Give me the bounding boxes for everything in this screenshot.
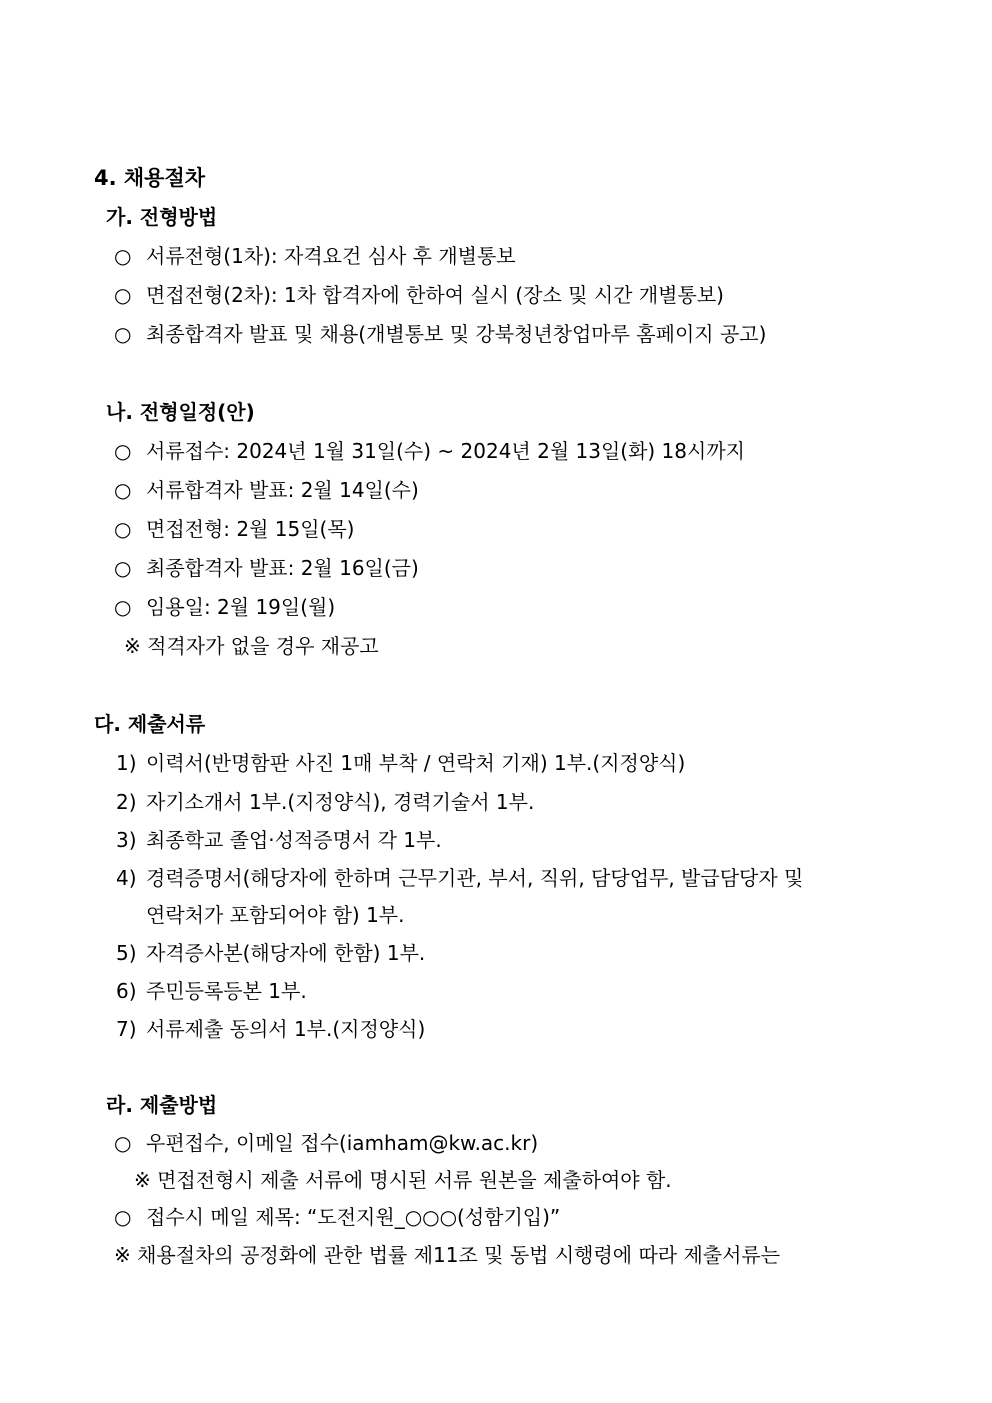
list-item: ○ 서류접수: 2024년 1월 31일(수) ~ 2024년 2월 13일(화) 18시까지: [114, 439, 745, 463]
bullet-circle-icon: ○: [114, 595, 132, 619]
list-item: ○ 접수시 메일 제목: “도전지원_○○○(성함기입)”: [114, 1205, 561, 1229]
bullet-circle-icon: ○: [114, 517, 132, 541]
bullet-circle-icon: ○: [114, 322, 132, 346]
bullet-circle-icon: ○: [114, 244, 132, 268]
subsection-title-ra: 라. 제출방법: [106, 1093, 218, 1117]
numbered-item-continuation: 연락처가 포함되어야 함) 1부.: [146, 903, 405, 927]
numbered-item: 6) 주민등록등본 1부.: [116, 979, 307, 1003]
bullet-circle-icon: ○: [114, 1205, 132, 1229]
section-title: 4. 채용절차: [94, 166, 206, 190]
subsection-title-da: 다. 제출서류: [94, 712, 206, 736]
note-text: ※ 면접전형시 제출 서류에 명시된 서류 원본을 제출하여야 함.: [134, 1168, 672, 1192]
bullet-circle-icon: ○: [114, 478, 132, 502]
list-item: ○ 최종합격자 발표 및 채용(개별통보 및 강북청년창업마루 홈페이지 공고): [114, 322, 767, 346]
list-item: ○ 최종합격자 발표: 2월 16일(금): [114, 556, 419, 580]
numbered-item: 2) 자기소개서 1부.(지정양식), 경력기술서 1부.: [116, 790, 535, 814]
bullet-circle-icon: ○: [114, 556, 132, 580]
list-item: ○ 서류합격자 발표: 2월 14일(수): [114, 478, 419, 502]
numbered-item: 4) 경력증명서(해당자에 한하며 근무기관, 부서, 직위, 담당업무, 발급담당자 및: [116, 866, 804, 890]
numbered-item: 1) 이력서(반명함판 사진 1매 부착 / 연락처 기재) 1부.(지정양식): [116, 751, 686, 775]
list-item: ○ 임용일: 2월 19일(월): [114, 595, 336, 619]
numbered-item: 7) 서류제출 동의서 1부.(지정양식): [116, 1017, 426, 1041]
bullet-circle-icon: ○: [114, 1131, 132, 1155]
bullet-circle-icon: ○: [114, 283, 132, 307]
list-item: ○ 우편접수, 이메일 접수(iamham@kw.ac.kr): [114, 1131, 539, 1155]
bullet-circle-icon: ○: [114, 439, 132, 463]
numbered-item: 3) 최종학교 졸업·성적증명서 각 1부.: [116, 828, 442, 852]
note-text: ※ 채용절차의 공정화에 관한 법률 제11조 및 동법 시행령에 따라 제출서류는: [114, 1243, 781, 1267]
numbered-item: 5) 자격증사본(해당자에 한함) 1부.: [116, 941, 426, 965]
list-item: ○ 면접전형(2차): 1차 합격자에 한하여 실시 (장소 및 시간 개별통보): [114, 283, 724, 307]
subsection-title-ga: 가. 전형방법: [106, 205, 218, 229]
note-text: ※ 적격자가 없을 경우 재공고: [124, 634, 379, 658]
subsection-title-na: 나. 전형일정(안): [106, 400, 255, 424]
list-item: ○ 면접전형: 2월 15일(목): [114, 517, 355, 541]
list-item: ○ 서류전형(1차): 자격요건 심사 후 개별통보: [114, 244, 516, 268]
